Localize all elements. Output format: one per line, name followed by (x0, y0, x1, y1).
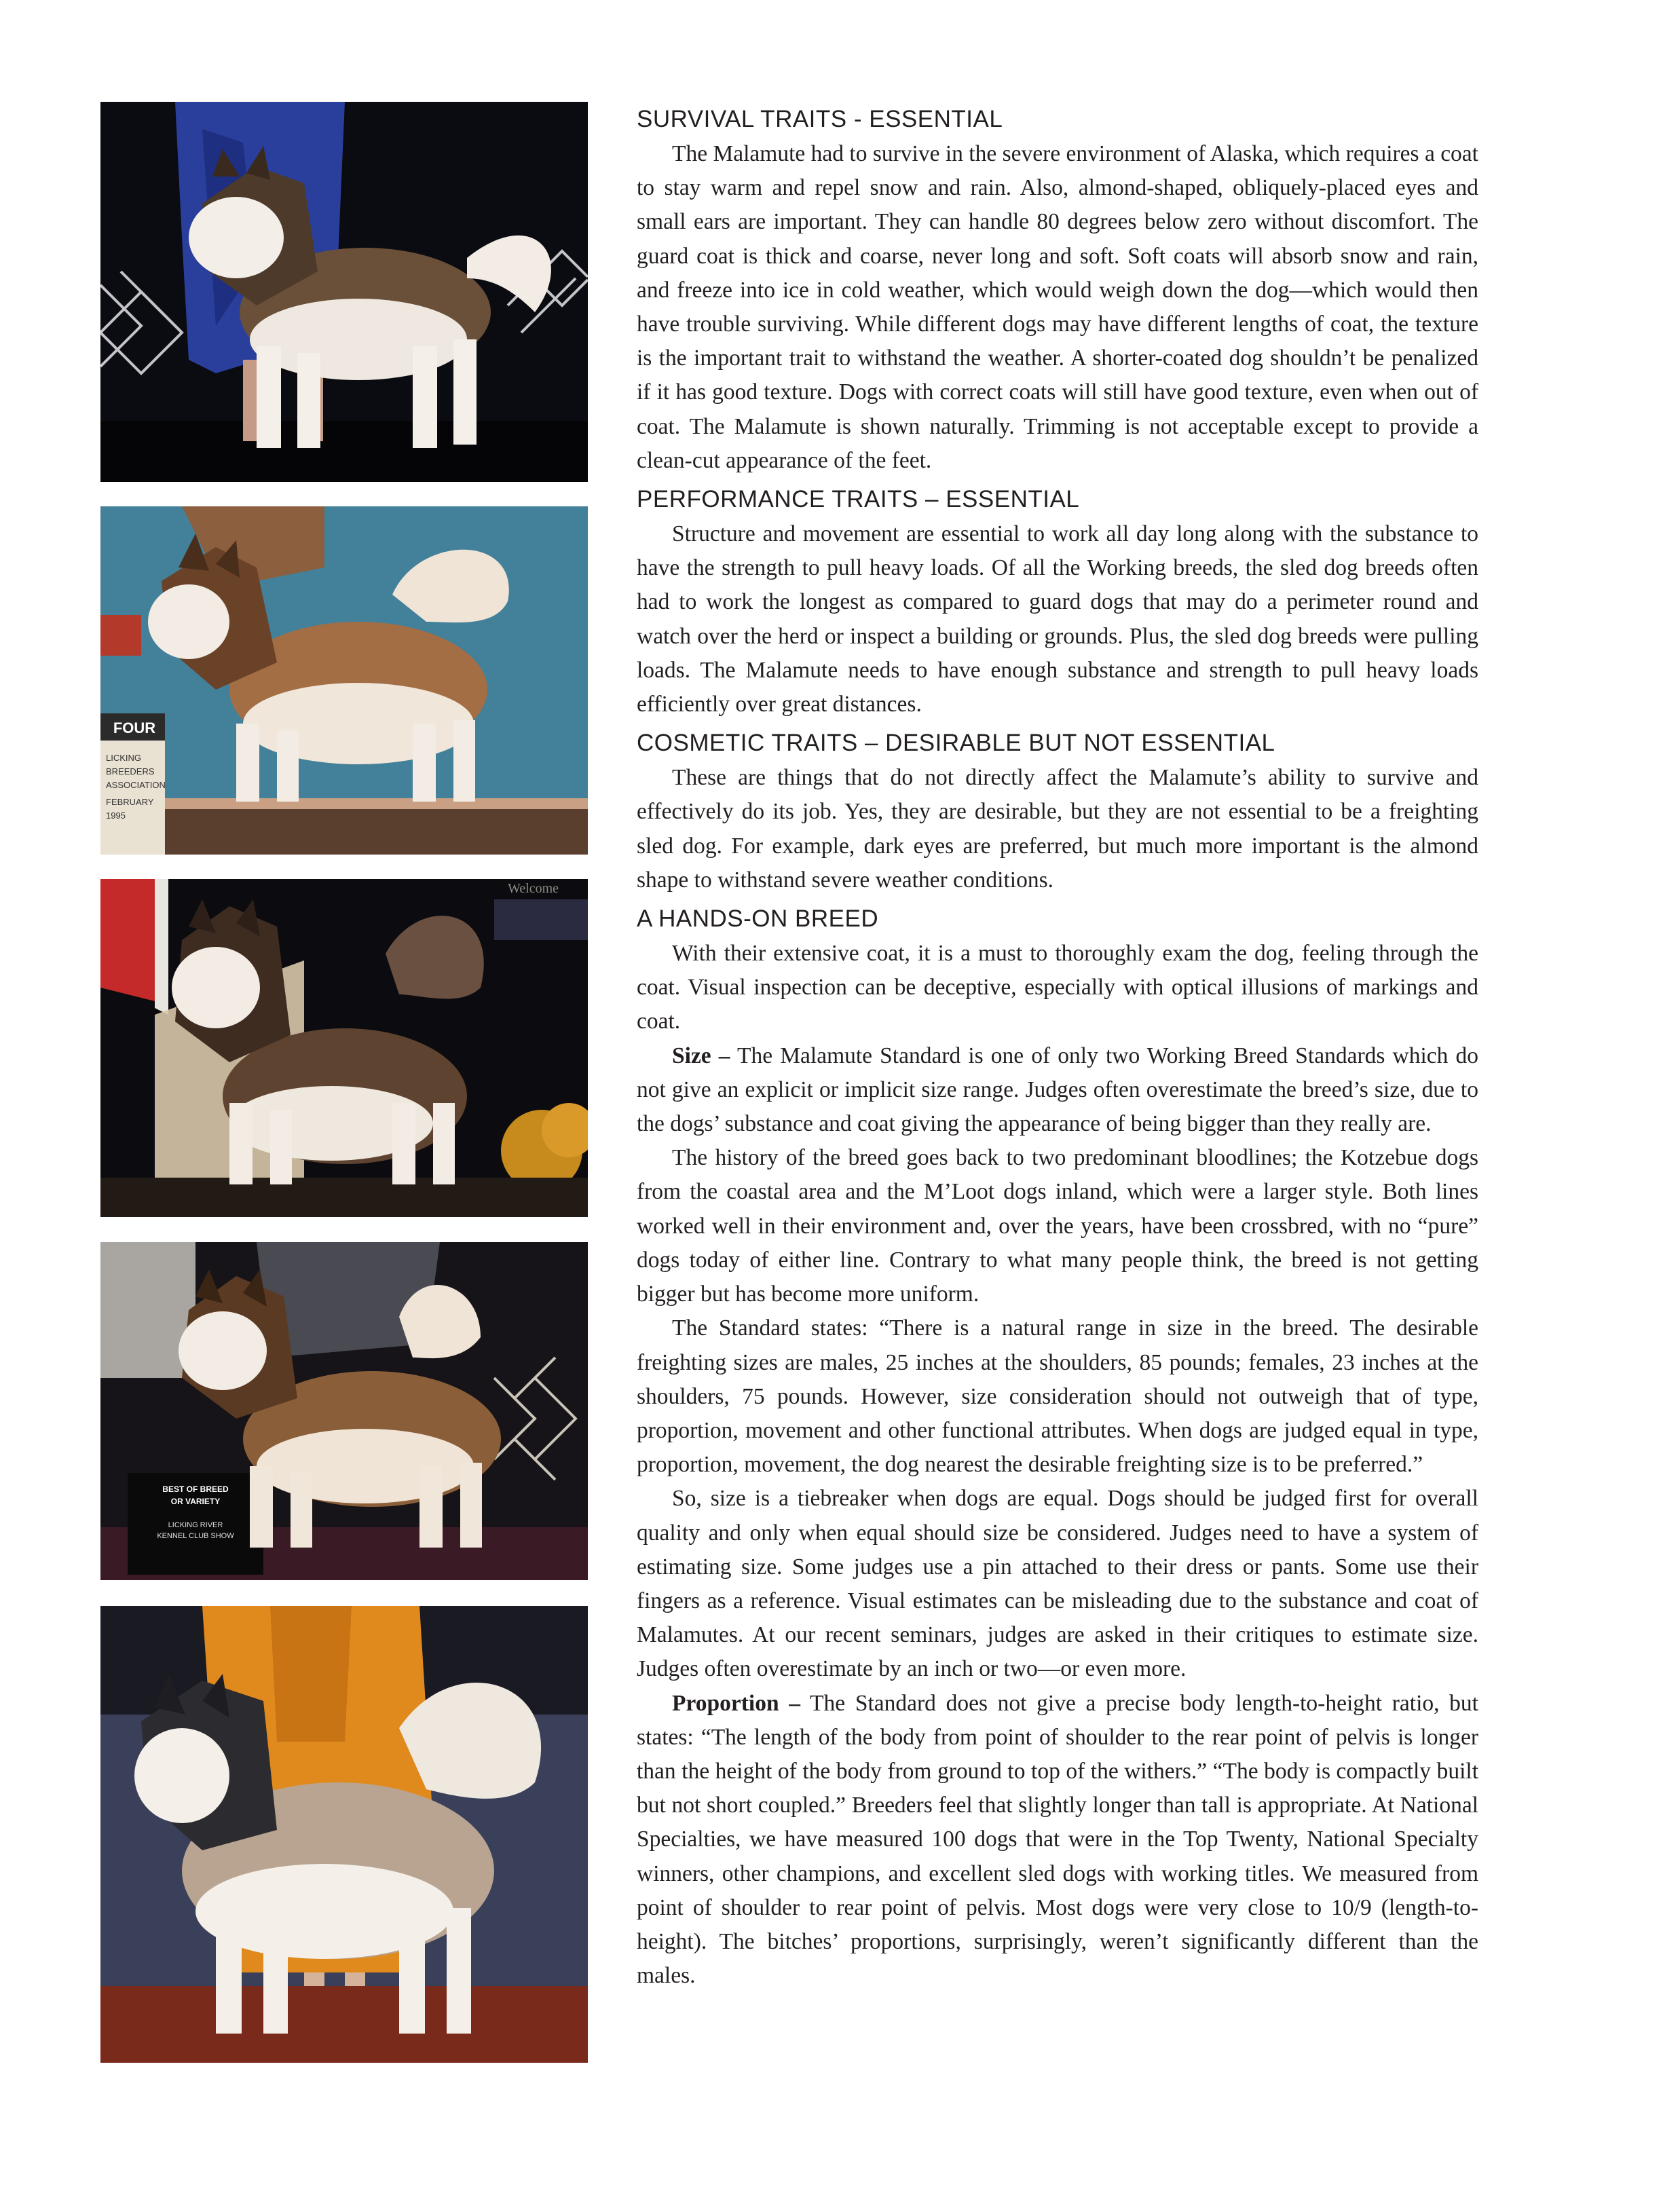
photo-sign-four: FOUR (113, 719, 156, 736)
run-in-head: Proportion – (672, 1690, 800, 1716)
photo-sign-line: LICKING (106, 753, 142, 763)
paragraph: The Malamute had to survive in the severe environment of Alaska, which requires a coat to stay warm and repel snow and rain. Also, almond-shaped, obliquely-placed eyes and small ears are important. They can handle 80 degrees below zero without discomfort. The guard coat is thick and coarse, never long and soft. Soft coats will absorb snow and rain, and freeze into ice in cold weather, which would weigh down the dog—which would then have trouble surviving. While different dogs may have different lengths of coat, the texture is the important trait to withstand the weather. A shorter-coated dog shouldn’t be penalized if it has good texture. Dogs with correct coats will still have good texture, even when out of coat. The Malamute is shown naturally. Trimming is not acceptable except to provide a clean-cut appearance of the feet. (637, 141, 1478, 473)
photo-sign-line: OR VARIETY (170, 1497, 221, 1506)
run-in-head: Size – (672, 1043, 730, 1068)
photo-sign-welcome: Welcome (508, 881, 559, 896)
photo-sign-line: 1995 (106, 810, 126, 821)
paragraph: Structure and movement are essential to work all day long along with the substance to have the strength to pull heavy loads. Of all the Working breeds, the sled dog breeds often had to work the longest as compared to guard dogs that may do a perimeter round and watch over the herd or inspect a building or grounds. Plus, the sled dog breeds were pulling loads. The Malamute needs to have enough substance and strength to pull heavy loads efficiently over great distances. (637, 521, 1478, 717)
photo-sign-line: FEBRUARY (106, 797, 154, 807)
photo-malamute-1 (100, 102, 588, 482)
paragraph: So, size is a tiebreaker when dogs are equal. Dogs should be judged first for overall quality and only when equal should size be considered. Judges need to have a system of estimating size. Some judges use a pin attached to their dress or pants. Some use their fingers as a reference. Visual estimates can be misleading due to the substance and coat of Malamutes. At our recent seminars, judges are asked in their critiques to estimate size. Judges often overestimate by an inch or two—or even more. (637, 1486, 1478, 1682)
photo-sign-line: BREEDERS (106, 766, 155, 777)
paragraph: With their extensive coat, it is a must to thoroughly exam the dog, feeling through the coat. Visual inspection can be deceptive, especially with optical illusions of markings and coat. (637, 941, 1478, 1034)
paragraph: Size – The Malamute Standard is one of only two Working Breed Standards which do not give an explicit or implicit size range. Judges often overestimate the breed’s size, due to the dogs’ substance and coat giving the appearance of being bigger than they really are. (637, 1043, 1478, 1137)
paragraph: The history of the breed goes back to two predominant bloodlines; the Kotzebue dogs from the coastal area and the M’Loot dogs inland, which were a larger style. Both lines worked well in their environment and, over the years, have been crossbred, with no “pure” dogs today of either line. Contrary to what many people think, the breed is not getting bigger but has become more uniform. (637, 1145, 1478, 1307)
photo-sign-line: LICKING RIVER (168, 1521, 223, 1529)
photo-malamute-5 (100, 1606, 588, 2063)
photo-sign-line: BEST OF BREED (162, 1484, 229, 1494)
photo-sign-line: ASSOCIATION (106, 780, 166, 790)
paragraph: These are things that do not directly affect the Malamute’s ability to survive and effectively do its job. Yes, they are desirable, but they are not essential to be a freighting sled dog. For example, dark eyes are preferred, but much more important is the almond shape to withstand severe weather conditions. (637, 765, 1478, 893)
article-column (637, 102, 1478, 1993)
section-heading: PERFORMANCE TRAITS – ESSENTIAL (637, 486, 1080, 513)
photo-malamute-4 (100, 1242, 588, 1580)
paragraph: Proportion – The Standard does not give a precise body length-to-height ratio, but states: “The length of the body from point of shoulder to the rear point of pelvis is longer than the height of the body from ground to top of the withers.” “The body is compactly built but not short coupled.” Breeders feel that slightly longer than tall is appropriate. At National Specialties, we have measured 100 dogs that were in the Top Twenty, National Specialty winners, other champions, and excellent sled dogs with working titles. We measured from point of shoulder to rear point of pelvis. Most dogs were very close to 10/9 (length-to-height). The bitches’ proportions, surprisingly, weren’t significantly different than the males. (637, 1690, 1478, 1989)
section-heading: COSMETIC TRAITS – DESIRABLE BUT NOT ESSENTIAL (637, 730, 1275, 757)
paragraph: The Standard states: “There is a natural range in size in the breed. The desirable freighting sizes are males, 25 inches at the shoulders, 85 pounds; females, 23 inches at the shoulders, 75 pounds. However, size consideration should not outweigh that of type, proportion, movement and other functional attributes. When dogs are judged equal in type, proportion, movement, the dog nearest the desirable freighting size is to be preferred.” (637, 1315, 1478, 1478)
section-heading: A HANDS-ON BREED (637, 905, 879, 933)
photo-malamute-2 (100, 506, 588, 855)
photo-sign-line: KENNEL CLUB SHOW (157, 1532, 234, 1540)
section-heading: SURVIVAL TRAITS - ESSENTIAL (637, 106, 1003, 132)
photo-malamute-3 (100, 879, 588, 1217)
